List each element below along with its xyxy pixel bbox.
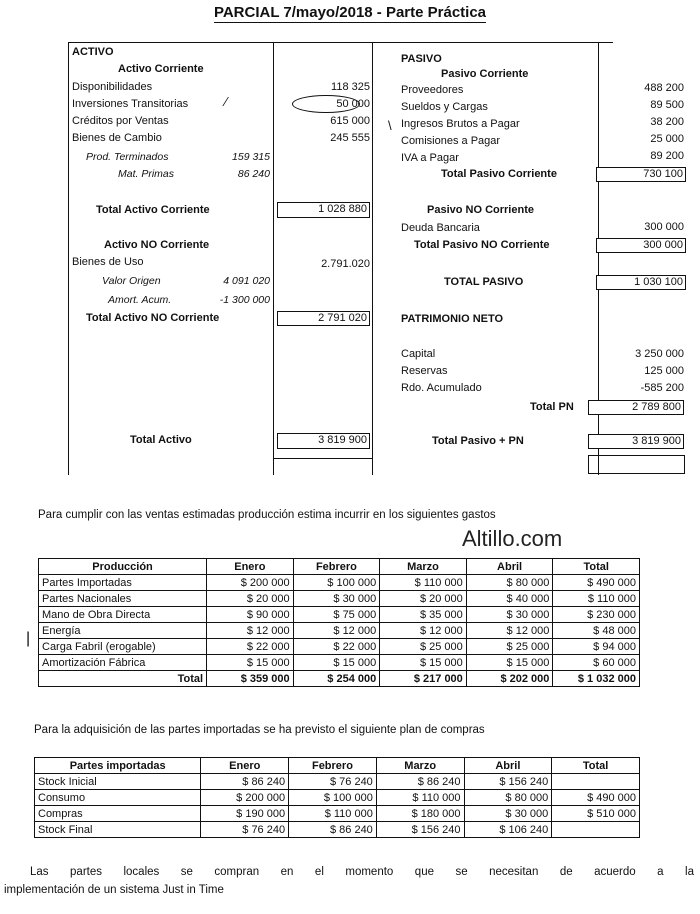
table-cell <box>552 774 640 790</box>
total-pn-label: Total PN <box>530 401 574 413</box>
deuda-label: Deuda Bancaria <box>401 222 480 234</box>
tick-mark: ⁄ <box>225 94 228 109</box>
table-cell: $ 86 240 <box>201 774 289 790</box>
deuda-value: 300 000 <box>644 221 684 233</box>
table-cell: $ 76 240 <box>289 774 377 790</box>
table-cell: $ 60 000 <box>553 655 640 671</box>
table-cell: $ 35 000 <box>380 607 467 623</box>
table-cell: $ 25 000 <box>466 639 553 655</box>
pn-item-label: Rdo. Acumulado <box>401 382 482 394</box>
total-activo-corriente-label: Total Activo Corriente <box>96 204 210 216</box>
table-row <box>39 575 640 591</box>
table-cell: $ 106 240 <box>464 822 552 838</box>
table-cell: $ 15 000 <box>466 655 553 671</box>
total-activo-no-corriente-label: Total Activo NO Corriente <box>86 312 220 324</box>
table-cell: $ 110 000 <box>553 591 640 607</box>
column-header: Abril <box>466 559 553 575</box>
total-activo-value: 3 819 900 <box>277 433 370 449</box>
activo-corriente-title: Activo Corriente <box>118 63 204 75</box>
table-cell: Partes Importadas <box>39 575 207 591</box>
table-row <box>39 655 640 671</box>
pasivo-item-value: 38 200 <box>650 116 684 128</box>
total-pn-value: 2 789 800 <box>588 400 684 415</box>
activo-item-label: Créditos por Ventas <box>72 115 169 127</box>
table-cell: $ 15 000 <box>207 655 294 671</box>
pn-item-value: -585 200 <box>640 382 684 394</box>
compras-table <box>34 757 640 838</box>
table-cell: $ 217 000 <box>380 671 467 687</box>
table-cell: $ 180 000 <box>376 806 464 822</box>
pasivo-item-label: Sueldos y Cargas <box>401 101 488 113</box>
total-activo-corriente-value: 1 028 880 <box>277 202 370 218</box>
table-cell: $ 76 240 <box>201 822 289 838</box>
table-cell: $ 15 000 <box>293 655 380 671</box>
activo-item-label: Bienes de Cambio <box>72 132 162 144</box>
table-cell: $ 1 032 000 <box>553 671 640 687</box>
watermark: Altillo.com <box>462 526 563 551</box>
table-cell: $ 190 000 <box>201 806 289 822</box>
total-pasivo-label: TOTAL PASIVO <box>444 276 524 288</box>
activo-no-corriente-title: Activo NO Corriente <box>104 239 210 251</box>
activo-item-value: 615 000 <box>330 115 370 127</box>
table-cell: $ 30 000 <box>464 806 552 822</box>
table-cell: $ 510 000 <box>552 806 640 822</box>
table-cell: $ 20 000 <box>207 591 294 607</box>
table-cell: Stock Inicial <box>35 774 201 790</box>
total-pasivo-corriente-label: Total Pasivo Corriente <box>441 168 557 180</box>
table-cell: $ 110 000 <box>289 806 377 822</box>
column-header: Total <box>553 559 640 575</box>
table-cell: Compras <box>35 806 201 822</box>
table-header-row <box>35 758 640 774</box>
table-cell: $ 230 000 <box>553 607 640 623</box>
table-row <box>35 806 640 822</box>
tick-mark: | <box>26 630 31 647</box>
produccion-table <box>38 558 640 687</box>
pasivo-item-value: 89 500 <box>650 99 684 111</box>
table-cell: Total <box>39 671 207 687</box>
table-cell: $ 110 000 <box>376 790 464 806</box>
table-cell: $ 490 000 <box>552 790 640 806</box>
total-pasivo-pn-value: 3 819 900 <box>588 434 684 449</box>
circle-mark <box>292 95 360 113</box>
total-activo-no-corriente-value: 2 791 020 <box>277 311 370 326</box>
table-cell: $ 200 000 <box>207 575 294 591</box>
pn-item-value: 125 000 <box>644 365 684 377</box>
paragraph-compras: Para la adquisición de las partes importadas se ha previsto el siguiente plan de compras <box>34 724 485 736</box>
sub-item-value: 86 240 <box>237 168 270 180</box>
table-header-row <box>39 559 640 575</box>
activo-item-label: Disponibilidades <box>72 81 153 93</box>
column-header: Producción <box>39 559 207 575</box>
table-cell: $ 90 000 <box>207 607 294 623</box>
table-row <box>39 607 640 623</box>
table-cell: $ 30 000 <box>293 591 380 607</box>
table-cell: Amortización Fábrica <box>39 655 207 671</box>
bienes-uso-value: 2.791.020 <box>321 258 370 270</box>
table-row <box>39 639 640 655</box>
pasivo-corriente-title: Pasivo Corriente <box>441 68 529 80</box>
amort-label: Amort. Acum. <box>108 294 172 306</box>
total-pasivo-no-corriente-label: Total Pasivo NO Corriente <box>414 239 550 251</box>
total-activo-label: Total Activo <box>130 434 192 446</box>
table-cell: $ 254 000 <box>293 671 380 687</box>
sub-item-label: Prod. Terminados <box>86 151 169 163</box>
tick-mark: \ <box>388 118 392 133</box>
table-cell: $ 94 000 <box>553 639 640 655</box>
activo-item-value: 50 000 <box>336 98 370 110</box>
table-row <box>35 822 640 838</box>
table-cell: $ 156 240 <box>464 774 552 790</box>
pasivo-no-corriente-title: Pasivo NO Corriente <box>427 204 534 216</box>
activo-item-value: 245 555 <box>330 132 370 144</box>
table-cell: $ 100 000 <box>293 575 380 591</box>
table-cell: $ 359 000 <box>207 671 294 687</box>
table-cell: $ 86 240 <box>289 822 377 838</box>
activo-header: ACTIVO <box>72 46 114 58</box>
table-cell: $ 30 000 <box>466 607 553 623</box>
pasivo-item-label: Ingresos Brutos a Pagar <box>401 118 520 130</box>
column-header: Partes importadas <box>35 758 201 774</box>
table-cell: $ 12 000 <box>293 623 380 639</box>
table-cell: Mano de Obra Directa <box>39 607 207 623</box>
table-cell: $ 22 000 <box>293 639 380 655</box>
table-cell: Carga Fabril (erogable) <box>39 639 207 655</box>
table-total-row <box>39 671 640 687</box>
sub-item-value: 159 315 <box>232 151 270 163</box>
column-header: Marzo <box>380 559 467 575</box>
amort-value: -1 300 000 <box>219 294 270 306</box>
column-header: Marzo <box>376 758 464 774</box>
table-cell: $ 12 000 <box>380 623 467 639</box>
table-cell: $ 100 000 <box>289 790 377 806</box>
table-cell: $ 80 000 <box>464 790 552 806</box>
activo-item-label: Inversiones Transitorias <box>72 98 189 110</box>
valor-origen-value: 4 091 020 <box>223 275 270 287</box>
table-cell: Partes Nacionales <box>39 591 207 607</box>
table-cell: Stock Final <box>35 822 201 838</box>
activo-item-value: 118 325 <box>331 81 370 93</box>
valor-origen-label: Valor Origen <box>102 275 161 287</box>
table-cell: $ 12 000 <box>207 623 294 639</box>
table-cell: $ 12 000 <box>466 623 553 639</box>
table-cell: $ 86 240 <box>376 774 464 790</box>
table-cell: $ 15 000 <box>380 655 467 671</box>
column-header: Febrero <box>289 758 377 774</box>
total-pasivo-pn-label: Total Pasivo + PN <box>432 435 524 447</box>
table-row <box>35 790 640 806</box>
table-cell: $ 25 000 <box>380 639 467 655</box>
bienes-uso-label: Bienes de Uso <box>72 256 144 268</box>
table-cell: $ 75 000 <box>293 607 380 623</box>
sub-item-label: Mat. Primas <box>118 168 175 180</box>
pn-item-value: 3 250 000 <box>635 348 684 360</box>
pasivo-item-value: 488 200 <box>644 82 684 94</box>
table-cell: $ 22 000 <box>207 639 294 655</box>
table-cell <box>552 822 640 838</box>
patrimonio-neto-title: PATRIMONIO NETO <box>401 313 504 325</box>
table-cell: $ 40 000 <box>466 591 553 607</box>
page-title: PARCIAL 7/mayo/2018 - Parte Práctica <box>213 4 487 21</box>
paragraph-partes-locales-line2: implementación de un sistema Just in Time <box>4 884 224 896</box>
table-cell: $ 48 000 <box>553 623 640 639</box>
pasivo-item-value: 25 000 <box>650 133 684 145</box>
pasivo-header: PASIVO <box>401 53 442 65</box>
column-header: Enero <box>201 758 289 774</box>
pasivo-item-value: 89 200 <box>650 150 684 162</box>
table-cell: Energía <box>39 623 207 639</box>
table-cell: Consumo <box>35 790 201 806</box>
table-cell: $ 80 000 <box>466 575 553 591</box>
pn-item-label: Reservas <box>401 365 448 377</box>
table-cell: $ 200 000 <box>201 790 289 806</box>
pn-item-label: Capital <box>401 348 436 360</box>
total-pasivo-corriente-value: 730 100 <box>596 167 686 182</box>
table-cell: $ 20 000 <box>380 591 467 607</box>
column-header: Enero <box>207 559 294 575</box>
total-pasivo-value: 1 030 100 <box>596 275 686 290</box>
table-row <box>35 774 640 790</box>
pasivo-item-label: IVA a Pagar <box>401 152 459 164</box>
table-cell: $ 490 000 <box>553 575 640 591</box>
table-cell: $ 156 240 <box>376 822 464 838</box>
table-cell: $ 110 000 <box>380 575 467 591</box>
table-cell: $ 202 000 <box>466 671 553 687</box>
pasivo-item-label: Comisiones a Pagar <box>401 135 501 147</box>
total-pasivo-no-corriente-value: 300 000 <box>596 238 686 253</box>
column-header: Abril <box>464 758 552 774</box>
paragraph-partes-locales-line1: Las partes locales se compran en el momento que se necesitan de acuerdo a la <box>30 866 694 878</box>
table-row <box>39 591 640 607</box>
column-header: Febrero <box>293 559 380 575</box>
pasivo-item-label: Proveedores <box>401 84 464 96</box>
table-row <box>39 623 640 639</box>
column-header: Total <box>552 758 640 774</box>
paragraph-produccion: Para cumplir con las ventas estimadas producción estima incurrir en los siguientes gastos <box>38 509 496 521</box>
